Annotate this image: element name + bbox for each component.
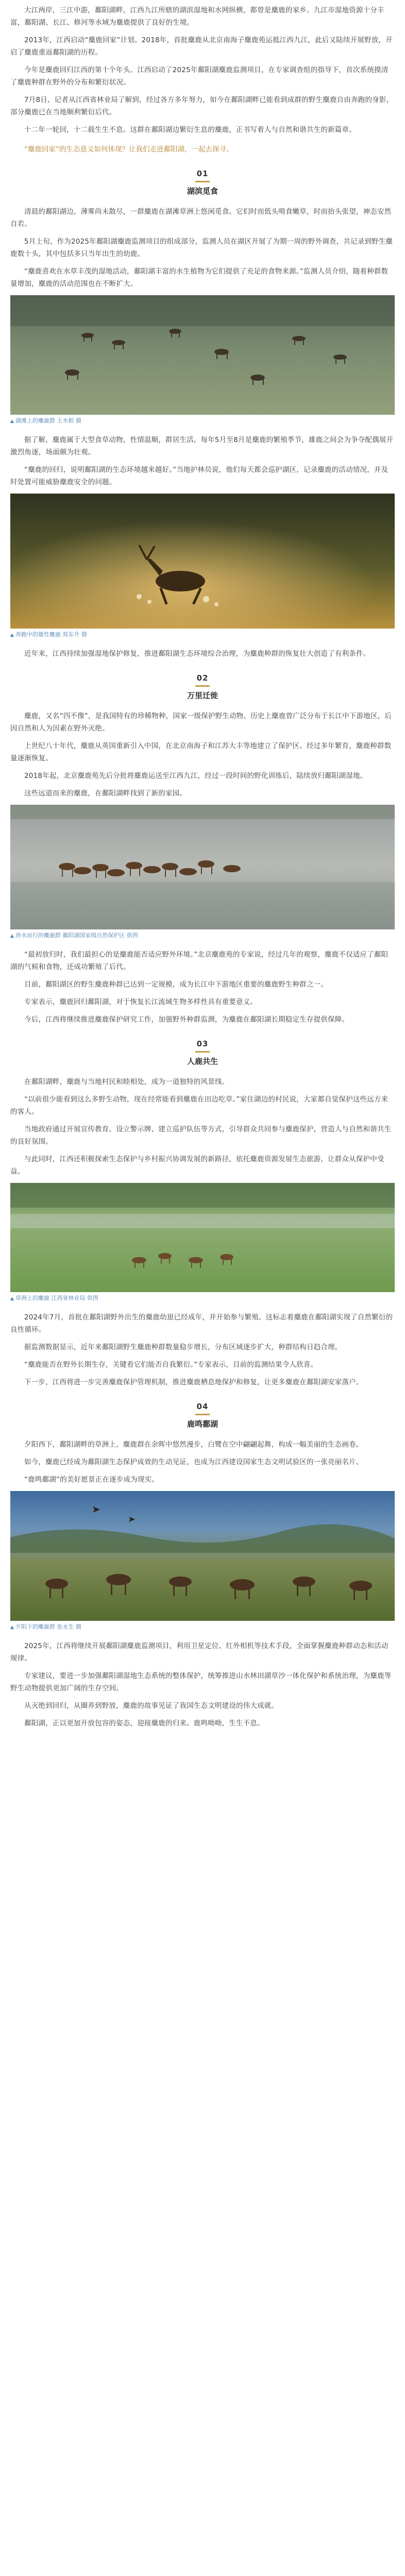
- section-title: 鹿鸣鄱湖: [187, 1419, 218, 1429]
- body-paragraph: 5月上旬，作为2025年鄱阳湖麋鹿监测项目的组成部分，监测人员在湖区开展了为期一周的野外调查，共记录到野生麋鹿数十头，其中包括多只当年出生的幼鹿。: [10, 238, 393, 258]
- body-paragraph: 如今，麋鹿已经成为鄱阳湖生态保护成效的生动见证，也成为江西建设国家生态文明试验区的一张亮丽名片。: [24, 1458, 363, 1466]
- intro-highlight: “麋鹿回家”的生态意义如何体现？让我们走进鄱阳湖，一起去探寻。: [24, 145, 233, 154]
- body-paragraph: “麋鹿的回归，说明鄱阳湖的生态环境越来越好。”当地护林员说，他们每天都会巡护湖区，记录麋鹿的活动情况，并及时处置可能威胁麋鹿安全的问题。: [10, 466, 389, 486]
- section-heading: [10, 1402, 395, 1429]
- section-number: 03: [196, 1039, 209, 1048]
- intro-paragraph: 今年是麋鹿回归江西的第十个年头。江西启动了2025年鄱阳湖麋鹿监测项目，在专家调查组的指导下，首次系统摸清了麋鹿种群在野外的分布和繁衍状况。: [10, 66, 389, 87]
- body-paragraph: 麋鹿，又名“四不像”，是我国特有的珍稀物种，国家一级保护野生动物。历史上麋鹿曾广泛分布于长江中下游地区，后因自然和人为因素在野外灭绝。: [10, 712, 392, 733]
- body-paragraph: 下一步，江西将进一步完善麋鹿保护管理机制，推进麋鹿栖息地保护和修复，让更多麋鹿在鄱阳湖安家落户。: [24, 1378, 363, 1386]
- intro-paragraph: 十二年一轮回，十二载生生不息。这群在鄱阳湖边繁衍生息的麋鹿，正书写着人与自然和谐共生的新篇章。: [24, 126, 356, 134]
- section-title: 万里迁徙: [187, 691, 218, 700]
- body-paragraph: “麋鹿能否在野外长期生存，关键看它们能否自我繁衍。”专家表示，目前的监测结果令人欣喜。: [24, 1361, 318, 1369]
- intro-paragraph: 7月8日，记者从江西省林业局了解到，经过各方多年努力，如今在鄱阳湖畔已能看到成群的野生麋鹿自由奔跑的身影，部分麋鹿已在当地顺利繁衍后代。: [10, 96, 394, 116]
- body-paragraph: 清晨的鄱阳湖边，薄雾尚未散尽，一群麋鹿在湖滩草洲上悠闲觅食。它们时而低头啃食嫩草，时而抬头张望，神态安然自若。: [10, 208, 392, 228]
- section-03: [10, 1039, 395, 1388]
- body-paragraph: “麋鹿喜欢在水草丰茂的湿地活动，鄱阳湖丰富的水生植物为它们提供了充足的食物来源。”监测人员介绍，随着种群数量增加，麋鹿的活动范围也在不断扩大。: [10, 267, 389, 288]
- intro-paragraph: 2013年，江西启动“麋鹿回家”计划。2018年，首批麋鹿从北京南海子麋鹿苑运抵江西九江，此后又陆续开展野放，开启了麋鹿重返鄱阳湖的历程。: [10, 36, 393, 57]
- photo-caption: ▲ 涉水而行的麋鹿群 鄱阳湖国家级自然保护区 供图: [10, 931, 395, 940]
- section-02: [10, 673, 395, 1026]
- section-heading: [10, 1039, 395, 1066]
- photo-caption: ▲ 奔跑中的雄性麋鹿 郑东升 摄: [10, 631, 395, 639]
- grassland-deer-photo: [10, 1183, 395, 1292]
- body-paragraph: 2024年7月，首批在鄱阳湖野外出生的麋鹿幼崽已经成年，并开始参与繁殖。这标志着麋鹿在鄱阳湖实现了自然繁衍的良性循环。: [10, 1313, 393, 1334]
- body-paragraph: 当地政府通过开展宣传教育、设立警示牌、建立巡护队伍等方式，引导群众共同参与麋鹿保护，营造人与自然和谐共生的良好氛围。: [10, 1125, 392, 1146]
- section-title: 人鹿共生: [187, 1057, 218, 1066]
- section-divider: [195, 1414, 210, 1415]
- running-deer-photo: [10, 494, 395, 629]
- deer-crossing-water-photo: [10, 805, 395, 929]
- section-04: [10, 1402, 395, 1730]
- section-number: 04: [196, 1402, 209, 1411]
- body-paragraph: 专家表示，麋鹿回归鄱阳湖，对于恢复长江流域生物多样性具有重要意义。: [24, 998, 258, 1006]
- section-heading: [10, 169, 395, 196]
- body-paragraph: 近年来，江西持续加强湿地保护修复，推进鄱阳湖生态环境综合治理，为麋鹿种群的恢复壮大创造了有利条件。: [24, 650, 370, 658]
- body-paragraph: 今后，江西将继续推进麋鹿保护研究工作，加强野外种群监测，为麋鹿在鄱阳湖长期稳定生存提供保障。: [24, 1015, 349, 1024]
- section-title: 湖滨觅食: [187, 187, 218, 196]
- body-paragraph: 与此同时，江西还积极探索生态保护与乡村振兴协调发展的新路径，依托麋鹿资源发展生态旅游，让群众从保护中受益。: [10, 1155, 384, 1176]
- section-number: 02: [196, 673, 209, 683]
- section-heading: [10, 673, 395, 701]
- body-paragraph: 专家建议，要进一步加强鄱阳湖湿地生态系统的整体保护，统筹推进山水林田湖草沙一体化保护和系统治理，为麋鹿等野生动物提供更加广阔的生存空间。: [10, 1672, 392, 1692]
- section-divider: [195, 181, 210, 182]
- body-paragraph: “最初放归时，我们最担心的是麋鹿能否适应野外环境。”北京麋鹿苑的专家说，经过几年的观察，麋鹿不仅适应了鄱阳湖的气候和食物，还成功繁殖了后代。: [10, 951, 389, 971]
- deer-in-field-photo: [10, 295, 395, 415]
- body-paragraph: 这些远道而来的麋鹿，在鄱阳湖畔找到了新的家园。: [24, 789, 187, 798]
- body-paragraph: “以前很少能看到这么多野生动物，现在经常能看到麋鹿在田边吃草。”家住湖边的村民说，大家都自觉保护这些远方来的客人。: [10, 1095, 389, 1116]
- section-divider: [195, 685, 210, 687]
- photo-caption: ▲ 夕阳下的麋鹿群 张永生 摄: [10, 1623, 395, 1632]
- body-paragraph: 鄱阳湖，正以更加开放包容的姿态，迎接麋鹿的归来。鹿鸣呦呦，生生不息。: [24, 1719, 264, 1727]
- body-paragraph: 据监测数据显示，近年来鄱阳湖野生麋鹿种群数量稳步增长，分布区域逐步扩大，种群结构日趋合理。: [24, 1343, 342, 1351]
- body-paragraph: 上世纪八十年代，麋鹿从英国重新引入中国，在北京南海子和江苏大丰等地建立了保护区。经过多年繁育，麋鹿种群数量逐渐恢复。: [10, 742, 392, 762]
- body-paragraph: 在鄱阳湖畔，麋鹿与当地村民和睦相处，成为一道独特的风景线。: [24, 1078, 229, 1086]
- body-paragraph: 夕阳西下，鄱阳湖畔的草洲上，麋鹿群在余晖中悠然漫步，白鹭在空中翩翩起舞，构成一幅美丽的生态画卷。: [24, 1440, 363, 1449]
- body-paragraph: 2025年，江西将继续开展鄱阳湖麋鹿监测项目，利用卫星定位、红外相机等技术手段，全面掌握麋鹿种群动态和活动规律。: [10, 1642, 389, 1663]
- body-paragraph: 从灭绝到回归，从圈养到野放，麋鹿的故事见证了我国生态文明建设的伟大成就。: [24, 1702, 279, 1710]
- intro-paragraph: 大江两岸，三江中游，鄱阳湖畔，江西九江所辖的湖滨湿地和水网纵横，都曾是麋鹿的家乡。九江市湿地资源十分丰富，鄱阳湖、长江、修河等水域为麋鹿提供了良好的生境。: [10, 6, 384, 27]
- body-paragraph: 目前，鄱阳湖区的野生麋鹿种群已达到一定规模，成为长江中下游地区重要的麋鹿野生种群之一。: [24, 980, 328, 989]
- section-divider: [195, 1051, 210, 1053]
- body-paragraph: 2018年起，北京麋鹿苑先后分批将麋鹿运送至江西九江，经过一段时间的野化训练后，陆续放归鄱阳湖湿地。: [24, 772, 367, 780]
- section-01: [10, 169, 395, 660]
- body-paragraph: 据了解，麋鹿属于大型食草动物，性情温顺，群居生活。每年5月至8月是麋鹿的繁殖季节，雄鹿之间会为争夺配偶展开激烈角逐，场面颇为壮观。: [10, 436, 394, 456]
- intro: [10, 4, 395, 156]
- section-number: 01: [196, 169, 209, 178]
- body-paragraph: “鹿鸣鄱湖”的美好愿景正在逐步成为现实。: [24, 1476, 159, 1484]
- deer-herd-dusk-photo: [10, 1491, 395, 1621]
- photo-caption: ▲ 湖滩上的麋鹿群 王水根 摄: [10, 417, 395, 426]
- photo-caption: ▲ 草洲上的麋鹿 江西省林业局 供图: [10, 1294, 395, 1303]
- article: [10, 0, 395, 1730]
